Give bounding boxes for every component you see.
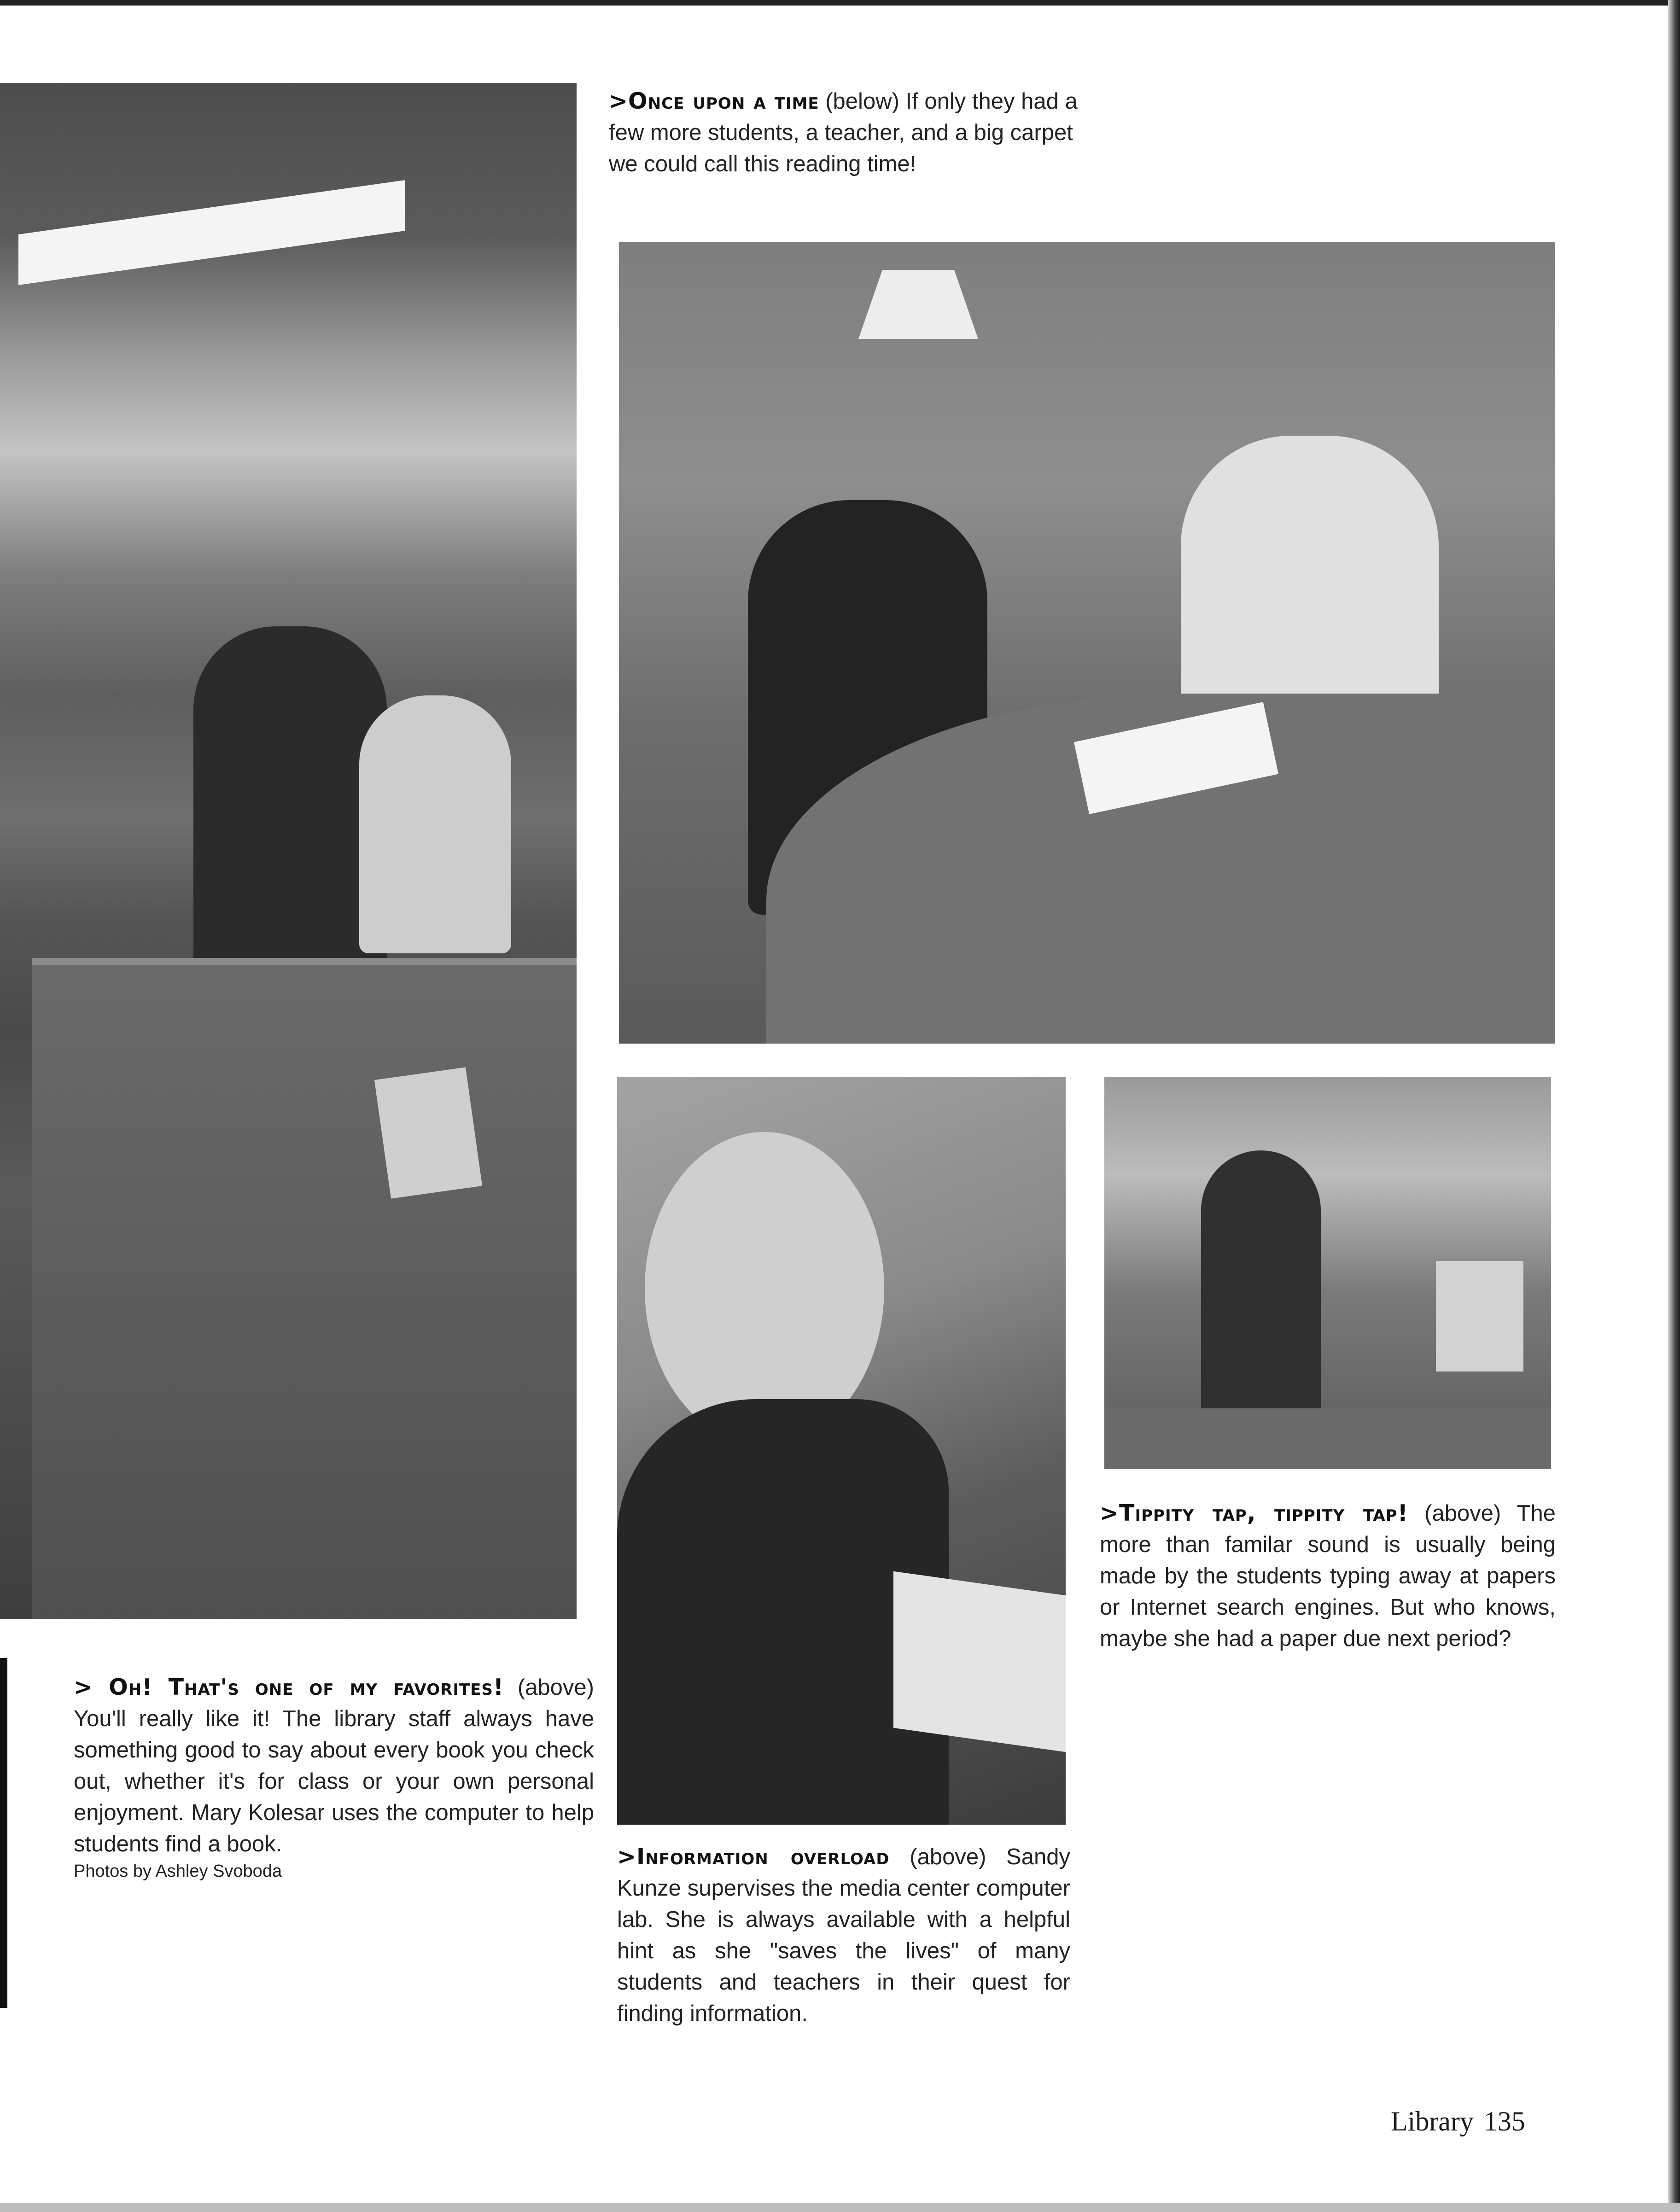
handwritten-note <box>374 1067 482 1198</box>
photo-credit: Photos by Ashley Svoboda <box>74 1862 282 1881</box>
page-binding-edge <box>1668 0 1680 2212</box>
caption-body: (below) If only they had a few more students, a teacher, and a big carpet we could call this reading time! <box>609 89 1078 176</box>
caption-heading: >Once upon a time <box>609 88 819 114</box>
top-edge-rule <box>0 0 1680 6</box>
photo-reading-students <box>619 242 1555 1044</box>
caption-body: (above) Sandy Kunze supervises the media center computer lab. She is always available with a helpful hint as she "saves the lives" of many students and teachers in their quest for finding information. <box>617 1844 1070 2026</box>
page-number: 135 <box>1483 2106 1525 2136</box>
circulation-desk <box>32 958 577 1619</box>
caption-favorites <box>74 1672 594 1883</box>
student-figure <box>359 695 511 953</box>
caption-once-upon-a-time <box>609 86 1106 180</box>
photo-computer-lab-supervisor <box>617 1077 1066 1825</box>
caption-body: (above) You'll really like it! The library staff always have something good to say about every book you check out, whether it's for class or your own personal enjoyment. Mary Kolesar uses the computer to help students find a book. <box>74 1675 594 1856</box>
caption-information-overload <box>617 1841 1070 2029</box>
caption-heading: >Tippity tap, tippity tap! <box>1100 1500 1408 1526</box>
computer-counter <box>1104 1408 1551 1469</box>
lamp-shade <box>858 270 978 339</box>
bottom-edge <box>0 2203 1680 2212</box>
caption-heading: >Information overload <box>617 1844 890 1870</box>
caption-body: (above) The more than familar sound is usually being made by the students typing away at papers or Internet search engines. But who knows, maybe she had a paper due next period? <box>1100 1501 1556 1651</box>
staff-member-figure <box>193 626 387 995</box>
caption-tippity-tap <box>1100 1498 1556 1654</box>
caption-heading: > Oh! That's one of my favorites! <box>74 1674 504 1700</box>
photo-library-desk <box>0 83 577 1619</box>
photo-student-typing <box>1104 1077 1551 1469</box>
page-folio <box>1391 2106 1575 2137</box>
left-edge-bar <box>0 1658 7 2008</box>
supervisor-head <box>645 1132 884 1445</box>
section-name: Library <box>1391 2106 1474 2136</box>
ceiling-light <box>18 180 405 285</box>
computer-monitor <box>1436 1261 1523 1372</box>
keyboard <box>893 1571 1066 1752</box>
